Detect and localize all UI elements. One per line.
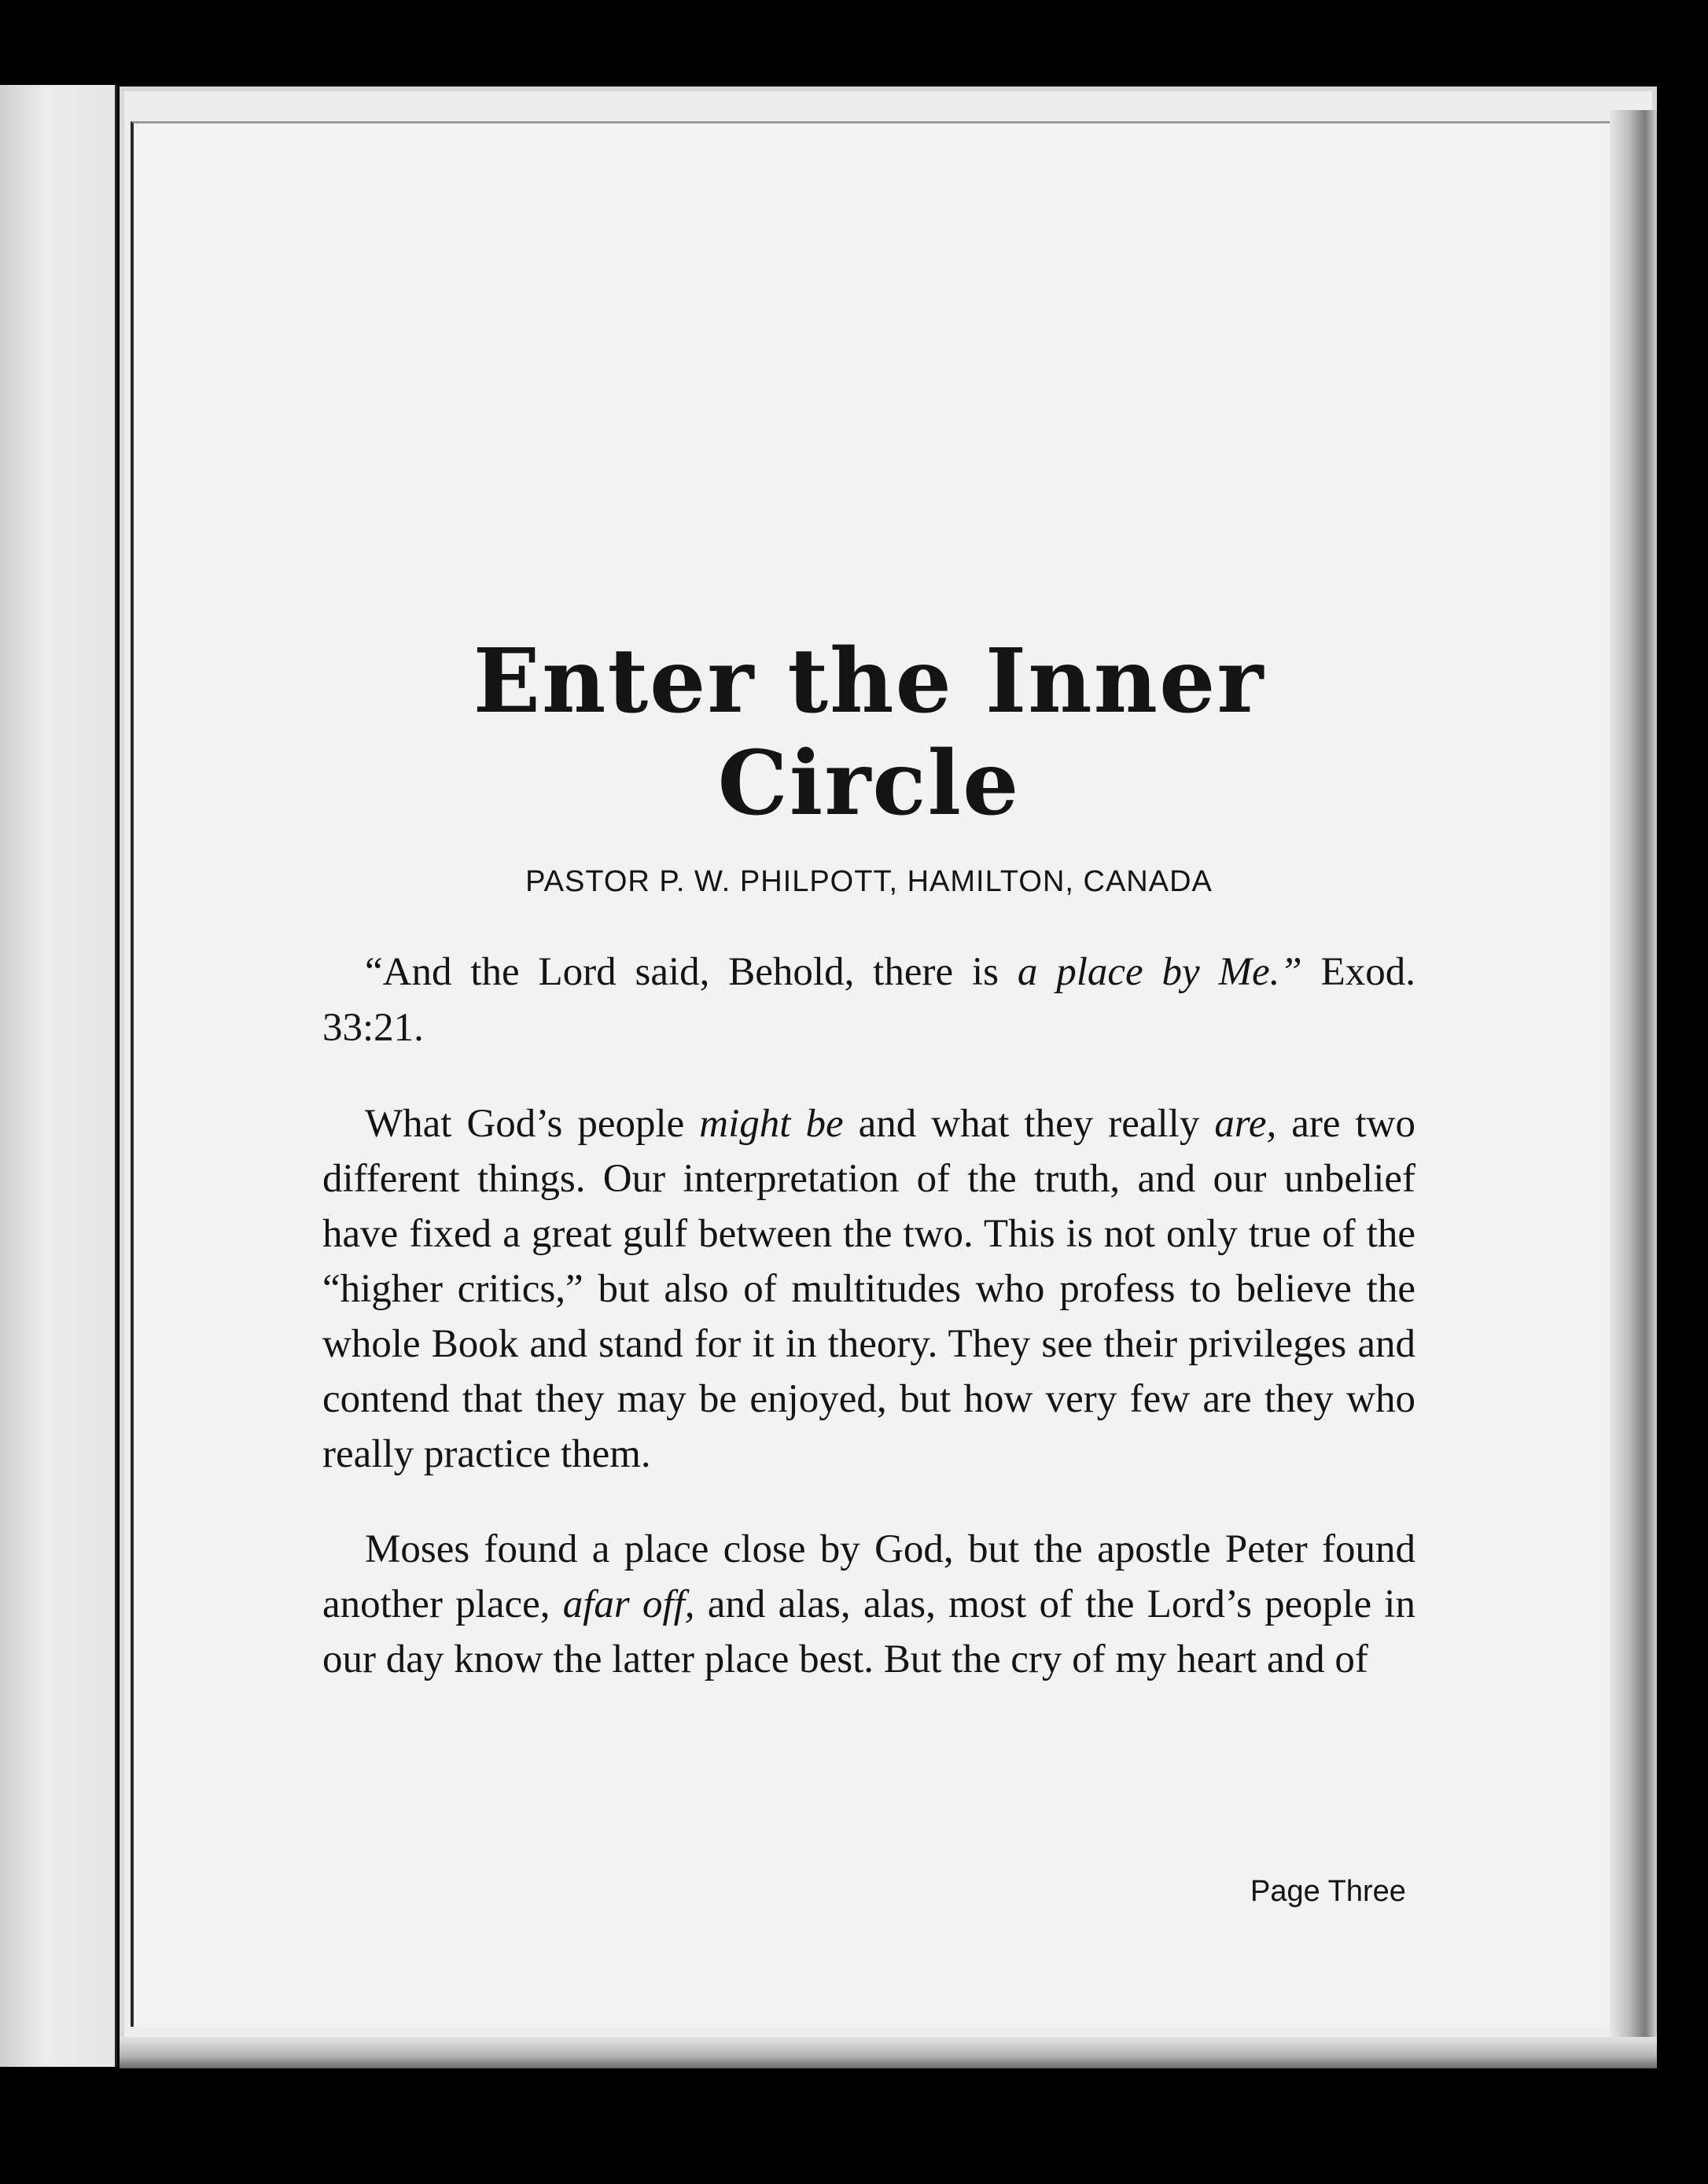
body-paragraph-2 [322,1522,1415,1687]
previous-page-edge [0,85,117,2067]
epigraph-text: “And the Lord said, Behold, there is [365,950,1018,994]
page-edge-shadow [1610,110,1657,2045]
paragraph-2-text-a: Moses found a place close by God, but the apostle Peter found another place, [322,1527,1415,1626]
title-line-2: Circle [717,732,1021,835]
epigraph-italic: a place by Me.” [1017,950,1302,994]
title-line-1: Enter the Inner [473,630,1265,733]
epigraph [322,945,1415,1056]
author-byline: PASTOR P. W. PHILPOTT, HAMILTON, CANADA [525,865,1213,898]
page-bottom-edge [120,2037,1657,2068]
article-title [322,631,1415,835]
paragraph-1-text-b: and what they really [843,1102,1215,1146]
epigraph-reference: Exod. 33:21. [322,950,1415,1050]
paragraph-1-text-a: What God’s people [365,1102,700,1146]
article [322,631,1423,1727]
paragraph-1-text-c: are two different things. Our interpretation of the truth, and our unbelief have fixed a great gulf between the two. This is not only true of the “higher critics,” but also of multitudes who profess to believe the whole Book and stand for it in theory. They see their privileges and contend that they may be enjoyed, but how very few are they who really practice them. [322,1102,1415,1476]
paragraph-2-text-b: and alas, alas, most of the Lord’s people in our day know the latter place best. But the cry of my heart and of [322,1582,1415,1681]
paragraph-2-italic: afar off, [562,1582,695,1626]
page-number: Page Three [1250,1875,1406,1908]
paragraph-1-italic-a: might be [699,1102,844,1146]
body-paragraph-1 [322,1096,1415,1482]
paragraph-1-italic-b: are, [1214,1102,1277,1146]
